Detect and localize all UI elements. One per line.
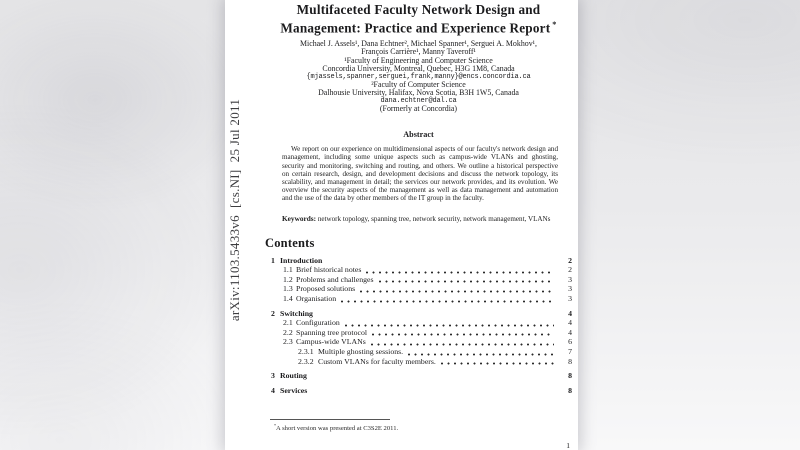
dot-leader [379,280,554,283]
toc-entry-campus-wide-vlans[interactable]: 2.3 Campus-wide VLANs 6 [283,337,572,347]
contents-heading: Contents [265,235,315,250]
title-line-2: Management: Practice and Experience Report * [280,20,557,36]
dot-leader [408,353,554,356]
footnote-mark: * [274,423,277,428]
dot-leader [441,362,554,365]
paper-title [265,2,572,35]
toc-entry-brief-historical-notes[interactable]: 1.1 Brief historical notes 2 [283,265,572,275]
paper-content [225,2,578,450]
affiliations [265,57,572,114]
footnote-text: *A short version was presented at C3S2E 2011. [274,423,399,433]
page-number: 1 [566,441,570,450]
affiliation1-dept: ¹Faculty of Engineering and Computer Science [344,55,493,65]
toc-entry-multiple-ghosting-sessions[interactable]: 2.3.1 Multiple ghosting sessions. 7 [298,347,572,356]
toc-entry-proposed-solutions[interactable]: 1.3 Proposed solutions 3 [283,284,572,294]
paper-page [225,0,578,450]
keywords-text: network topology, spanning tree, network security, network management, VLANs [316,214,551,223]
toc-entry-services[interactable]: 4 Services 8 [271,385,572,395]
dot-leader [341,300,554,303]
toc-entry-introduction[interactable]: 1 Introduction 2 [271,255,572,265]
affiliation2-email[interactable]: dana.echtner@dal.ca [380,97,457,106]
arxiv-stamp: arXiv:1103.5433v6 [cs.NI] 25 Jul 2011 [227,98,242,322]
affiliation2-univ: Dalhousie University, Halifax, Nova Scotia, B3H 1W5, Canada [318,87,519,97]
dot-leader [345,324,554,327]
toc-entry-problems-and-challenges[interactable]: 1.2 Problems and challenges 3 [283,274,572,284]
toc-entry-spanning-tree-protocol[interactable]: 2.2 Spanning tree protocol 4 [283,327,572,337]
table-of-contents [265,256,572,396]
abstract-text: We report on our experience on multidimensional aspects of our faculty's network design and management, including some unique aspects such as campus-wide VLANs and ghosting, security and monitoring, switching and routing, and others. We outline a historical perspective on certain research, design, and development decisions and discuss the network topology, its scalability, and management in detail; the services our network provides, and its evolution. We overview the security aspects of the management as well as data management and automation and the use of the data by other members of the IT group in the faculty. [282,145,558,203]
toc-entry-routing[interactable]: 3 Routing 8 [271,371,572,381]
authors-line-2: François Carrière¹, Manny Taveroff¹ [361,47,476,57]
dot-leader [371,343,554,346]
toc-entry-custom-vlans[interactable]: 2.3.2 Custom VLANs for faculty members. 8 [298,356,572,366]
toc-entry-configuration[interactable]: 2.1 Configuration 4 [283,318,572,328]
toc-entry-switching[interactable]: 2 Switching 4 [271,308,572,318]
affiliation1-univ: Concordia University, Montreal, Quebec, H3G 1M8, Canada [322,63,515,73]
keywords-label: Keywords: [282,213,317,223]
thanks-asterisk: * [552,20,557,29]
affiliation1-email[interactable]: {mjassels,spanner,serguei,frank,manny}@encs.concordia.ca [306,72,531,81]
author-list [265,40,572,56]
title-line-1: Multifaceted Faculty Network Design and [296,2,541,17]
toc-entry-organisation[interactable]: 1.4 Organisation 3 [283,294,572,304]
affiliation2-note: (Formerly at Concordia) [379,104,458,114]
keywords-line [282,214,558,223]
dot-leader [372,333,554,336]
footnote-rule [270,419,390,420]
dot-leader [366,271,554,274]
abstract-heading: Abstract [403,130,434,140]
footnote [270,419,572,432]
dot-leader [360,290,554,293]
affiliation2-dept: ²Faculty of Computer Science [371,79,466,89]
authors-line-1: Michael J. Assels¹, Dana Echtner², Michael Spanner¹, Serguei A. Mokhov¹, [299,39,537,49]
